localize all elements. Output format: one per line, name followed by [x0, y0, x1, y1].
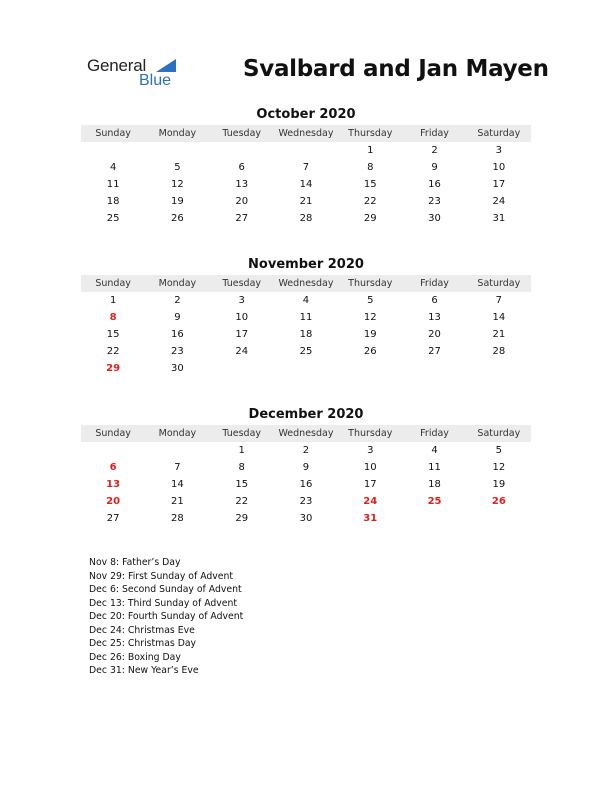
day-cell: 7	[302, 162, 310, 173]
month-title: October 2020	[256, 107, 356, 122]
week-row	[81, 142, 531, 159]
holiday-note: Dec 6: Second Sunday of Advent	[89, 584, 242, 595]
week-row	[81, 159, 531, 176]
day-cell: 4	[302, 295, 310, 306]
day-cell: 29	[363, 213, 377, 224]
holiday-note: Dec 20: Fourth Sunday of Advent	[89, 611, 244, 622]
day-cell	[402, 510, 466, 527]
generalblue-logo	[87, 56, 187, 90]
weekday-header: Sunday	[95, 278, 131, 289]
weekday-header: Saturday	[477, 428, 521, 439]
weekday-header: Tuesday	[222, 128, 262, 139]
holiday-day-cell: 24	[363, 496, 378, 507]
day-cell: 14	[492, 312, 506, 323]
day-cell: 6	[238, 162, 245, 173]
day-cell: 23	[171, 346, 184, 357]
day-cell: 10	[492, 162, 506, 173]
weekday-header: Saturday	[477, 278, 521, 289]
month-title: December 2020	[248, 407, 364, 422]
day-cell: 9	[431, 162, 438, 173]
holiday-day-cell: 29	[106, 363, 121, 374]
week-row	[81, 476, 531, 493]
day-cell: 15	[106, 329, 120, 340]
weekday-header-row	[81, 275, 531, 292]
day-cell: 26	[363, 346, 377, 357]
holiday-day-cell: 6	[109, 462, 117, 473]
week-row	[81, 210, 531, 227]
week-row	[81, 292, 531, 309]
day-cell	[81, 142, 145, 159]
holiday-notes	[89, 556, 243, 678]
holiday-day-cell: 20	[106, 496, 121, 507]
day-cell: 9	[302, 462, 310, 473]
month-calendar	[81, 106, 531, 227]
day-cell: 3	[238, 295, 245, 306]
day-cell: 28	[171, 513, 184, 524]
day-cell: 24	[492, 196, 506, 207]
day-cell: 20	[428, 329, 441, 340]
weekday-header: Friday	[420, 128, 449, 139]
day-cell: 11	[299, 312, 313, 323]
day-cell: 14	[299, 179, 313, 190]
day-cell: 1	[367, 145, 374, 156]
weekday-header: Thursday	[348, 128, 393, 139]
day-cell: 15	[235, 479, 249, 490]
day-cell: 21	[299, 196, 313, 207]
day-cell: 13	[235, 179, 249, 190]
day-cell: 1	[109, 295, 117, 306]
day-cell: 28	[492, 346, 506, 357]
day-cell: 19	[492, 479, 506, 490]
day-cell: 27	[106, 513, 120, 524]
holiday-note: Nov 29: First Sunday of Advent	[89, 570, 234, 582]
day-cell: 13	[428, 312, 441, 323]
week-row	[81, 360, 531, 377]
day-cell	[145, 442, 209, 459]
day-cell: 10	[235, 312, 249, 323]
weekday-header: Thursday	[348, 428, 393, 439]
day-cell: 27	[235, 213, 249, 224]
day-cell: 30	[171, 363, 184, 374]
day-cell	[274, 142, 338, 159]
day-cell: 25	[299, 346, 313, 357]
day-cell	[210, 360, 274, 377]
day-cell: 3	[495, 145, 503, 156]
day-cell: 2	[431, 145, 438, 156]
day-cell: 6	[431, 295, 438, 306]
holiday-note: Dec 13: Third Sunday of Advent	[89, 597, 238, 609]
logo-text-general: General	[87, 56, 147, 75]
day-cell: 18	[428, 479, 441, 490]
logo-triangle-icon	[156, 59, 176, 72]
holiday-note: Nov 8: Father’s Day	[89, 557, 181, 568]
day-cell	[145, 142, 209, 159]
day-cell: 1	[238, 445, 245, 456]
logo-text-blue: Blue	[139, 72, 172, 89]
day-cell: 18	[299, 329, 313, 340]
day-cell: 31	[492, 213, 506, 224]
weekday-header: Wednesday	[278, 128, 334, 139]
day-cell: 12	[171, 179, 184, 190]
weekday-header: Wednesday	[278, 278, 334, 289]
day-cell: 27	[428, 346, 441, 357]
week-row	[81, 193, 531, 210]
day-cell	[274, 360, 338, 377]
week-row	[81, 493, 531, 510]
day-cell: 4	[431, 445, 438, 456]
holiday-day-cell: 31	[363, 513, 378, 524]
weekday-header: Monday	[158, 278, 197, 289]
weekday-header: Sunday	[95, 428, 131, 439]
day-cell: 5	[495, 445, 503, 456]
day-cell: 17	[235, 329, 249, 340]
day-cell: 12	[363, 312, 377, 323]
day-cell: 12	[492, 462, 506, 473]
week-row	[81, 510, 531, 527]
day-cell: 25	[106, 213, 120, 224]
month-calendar	[81, 406, 531, 527]
holiday-day-cell: 25	[427, 496, 442, 507]
day-cell	[402, 360, 466, 377]
day-cell: 7	[174, 462, 181, 473]
day-cell: 23	[299, 496, 313, 507]
day-cell	[338, 360, 402, 377]
day-cell: 20	[235, 196, 249, 207]
day-cell: 18	[106, 196, 120, 207]
day-cell: 16	[299, 479, 313, 490]
week-row	[81, 442, 531, 459]
weekday-header: Wednesday	[278, 428, 334, 439]
day-cell: 17	[492, 179, 506, 190]
day-cell: 7	[495, 295, 503, 306]
weekday-header: Tuesday	[222, 428, 262, 439]
week-row	[81, 176, 531, 193]
weekday-header: Monday	[158, 428, 197, 439]
page-title: Svalbard and Jan Mayen	[243, 56, 549, 82]
holiday-note: Dec 31: New Year’s Eve	[89, 665, 199, 676]
month-title: November 2020	[248, 257, 364, 272]
day-cell: 9	[174, 312, 181, 323]
day-cell: 14	[171, 479, 184, 490]
week-row	[81, 309, 531, 326]
day-cell: 22	[106, 346, 120, 357]
day-cell: 11	[428, 462, 441, 473]
day-cell	[467, 510, 531, 527]
day-cell: 23	[428, 196, 441, 207]
day-cell: 16	[171, 329, 184, 340]
weekday-header-row	[81, 425, 531, 442]
week-row	[81, 459, 531, 476]
week-row	[81, 326, 531, 343]
day-cell: 21	[171, 496, 184, 507]
day-cell: 5	[174, 162, 181, 173]
day-cell	[81, 442, 145, 459]
day-cell: 4	[109, 162, 117, 173]
holiday-day-cell: 26	[491, 496, 506, 507]
day-cell: 19	[171, 196, 184, 207]
weekday-header: Friday	[420, 428, 449, 439]
day-cell	[467, 360, 531, 377]
holiday-note: Dec 24: Christmas Eve	[89, 624, 195, 636]
day-cell: 28	[299, 213, 313, 224]
weekday-header-row	[81, 125, 531, 142]
day-cell: 24	[235, 346, 249, 357]
holiday-day-cell: 13	[106, 479, 121, 490]
holiday-note: Dec 25: Christmas Day	[89, 638, 197, 649]
month-calendar	[81, 256, 531, 377]
day-cell: 16	[428, 179, 441, 190]
holiday-note: Dec 26: Boxing Day	[89, 651, 181, 663]
day-cell: 8	[367, 162, 374, 173]
weekday-header: Tuesday	[222, 278, 262, 289]
day-cell: 21	[492, 329, 506, 340]
day-cell	[210, 142, 274, 159]
week-row	[81, 343, 531, 360]
weekday-header: Sunday	[95, 128, 131, 139]
day-cell: 2	[174, 295, 181, 306]
day-cell: 22	[235, 496, 249, 507]
weekday-header: Friday	[420, 278, 449, 289]
day-cell: 22	[363, 196, 377, 207]
weekday-header: Monday	[158, 128, 197, 139]
day-cell: 10	[363, 462, 377, 473]
day-cell: 2	[302, 445, 310, 456]
weekday-header: Thursday	[348, 278, 393, 289]
day-cell: 29	[235, 513, 249, 524]
day-cell: 26	[171, 213, 184, 224]
day-cell: 8	[238, 462, 245, 473]
day-cell: 30	[299, 513, 313, 524]
day-cell: 3	[367, 445, 374, 456]
day-cell: 11	[106, 179, 120, 190]
day-cell: 17	[363, 479, 377, 490]
day-cell: 30	[428, 213, 441, 224]
day-cell: 19	[363, 329, 377, 340]
weekday-header: Saturday	[477, 128, 521, 139]
holiday-day-cell: 8	[109, 312, 117, 323]
day-cell: 15	[363, 179, 377, 190]
day-cell: 5	[367, 295, 374, 306]
